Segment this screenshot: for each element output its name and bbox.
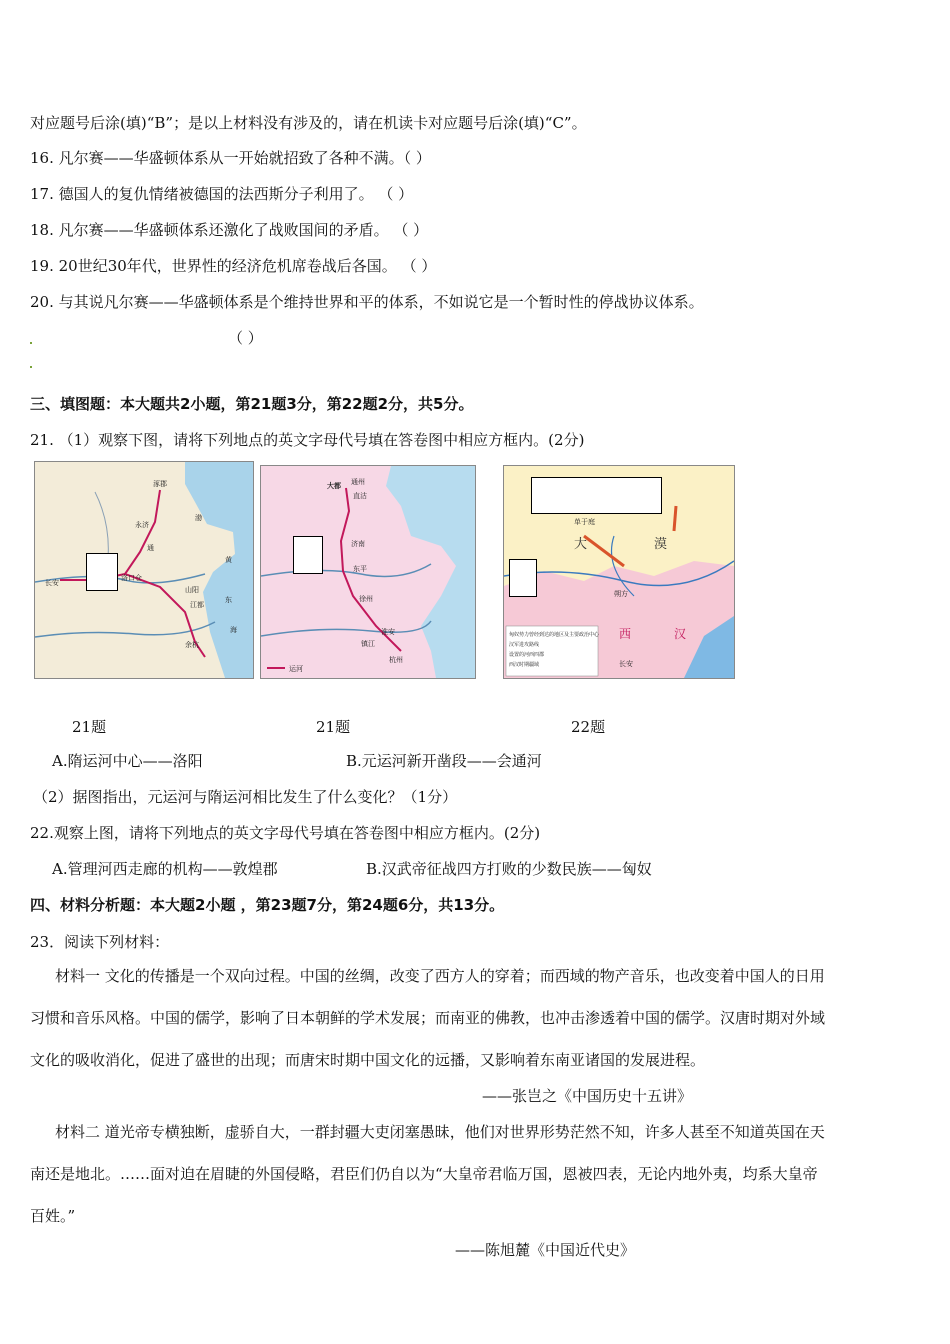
q21-option-b: B.元运河新开凿段——会通河 [346, 752, 542, 770]
question-21: 21. （1）观察下图，请将下列地点的英文字母代号填在答卷图中相应方框内。(2分) [30, 431, 585, 449]
map1-label-tongji: 通 [147, 544, 154, 552]
answer-box-map2[interactable] [293, 536, 323, 574]
map3-label-changan: 长安 [619, 660, 633, 668]
map1-label-jiangdu: 江都 [190, 601, 204, 609]
material-2-line-1: 材料二 道光帝专横独断，虚骄自大，一群封疆大吏闭塞愚昧，他们对世界形势茫然不知，许多人甚至不知道英国在天 [55, 1123, 825, 1141]
map2-label-jinan: 济南 [351, 540, 365, 548]
map3-legend-3: 设置的河西四郡 [509, 652, 545, 658]
q22-option-b: B.汉武帝征战四方打败的少数民族——匈奴 [366, 860, 652, 878]
material-1-source: ——张岂之《中国历史十五讲》 [482, 1087, 693, 1105]
map1-label-luoyang: 洛口仓 [121, 574, 142, 582]
map2-label-dongping: 东平 [353, 565, 367, 573]
map2-label-xuzhou: 徐州 [359, 595, 373, 603]
intro-text: 对应题号后涂(填)“B”；是以上材料没有涉及的，请在机读卡对应题号后涂(填)“C”。 [30, 114, 587, 132]
map3-legend-2: 汉军进攻路线 [509, 642, 540, 648]
map3-label-han: 汉 [674, 627, 687, 641]
map1-label-dong: 东 [225, 596, 232, 604]
map1-label-hai: 海 [230, 626, 237, 634]
answer-box-map1[interactable] [86, 553, 118, 591]
answer-box-map3-top[interactable] [531, 477, 662, 514]
question-18: 18. 凡尔赛——华盛顿体系还激化了战败国间的矛盾。 （ ） [30, 221, 429, 239]
map2-label-hangzhou: 杭州 [389, 656, 403, 664]
question-20: 20. 与其说凡尔赛——华盛顿体系是个维持世界和平的体系，不如说它是一个暂时性的停战协议体系。 [30, 293, 704, 311]
map-sui-canal [34, 461, 254, 679]
answer-box-map3-left[interactable] [509, 559, 537, 597]
question-21-part-2: （2）据图指出，元运河与隋运河相比发生了什么变化？（1分） [33, 788, 458, 806]
material-2-line-2: 南还是地北。……面对迫在眉睫的外国侵略，君臣们仍自以为“大皇帝君临万国，恩被四表，无论内地外夷，均系大皇帝 [30, 1165, 818, 1183]
question-22: 22.观察上图，请将下列地点的英文字母代号填在答卷图中相应方框内。(2分) [30, 824, 541, 842]
material-1-line-2: 习惯和音乐风格。中国的儒学，影响了日本朝鲜的学术发展；而南亚的佛教，也冲击渗透着中国的儒学。汉唐时期对外域 [30, 1009, 826, 1027]
map2-label-dadu: 大都 [327, 482, 341, 490]
map3-label-shuofang: 朔方 [614, 590, 628, 598]
map1-label-yongji: 永济 [135, 521, 149, 529]
map1-label-changan: 长安 [45, 579, 59, 587]
question-20-paren: （ ） [228, 329, 263, 347]
question-19: 19. 20世纪30年代，世界性的经济危机席卷战后各国。 （ ） [30, 257, 437, 275]
material-1-line-1: 材料一 文化的传播是一个双向过程。中国的丝绸，改变了西方人的穿着；而西域的物产音乐，也改变着中国人的日用 [55, 967, 825, 985]
material-2-source: ——陈旭麓《中国近代史》 [455, 1241, 636, 1259]
material-1-line-3: 文化的吸收消化，促进了盛世的出现；而唐宋时期中国文化的远播，又影响着东南亚诸国的发展进程。 [30, 1051, 706, 1069]
map3-label-xi: 西 [619, 627, 632, 641]
map3-label-da: 大 [574, 537, 588, 552]
q22-option-a: A.管理河西走廊的机构——敦煌郡 [52, 860, 278, 878]
map2-label-huaian: 淮安 [381, 628, 395, 636]
map2-label-zhenjiang: 镇江 [361, 640, 375, 648]
stray-mark [30, 342, 32, 344]
map1-label-zhuojun: 涿郡 [153, 480, 167, 488]
section-4-heading: 四、材料分析题：本大题2小题 ，第23题7分，第24题6分，共13分。 [30, 896, 505, 914]
stray-mark [30, 366, 32, 368]
caption-map3: 22题 [571, 718, 606, 736]
map3-legend-4: 西汉时期疆域 [509, 662, 540, 668]
caption-map1: 21题 [72, 718, 107, 736]
caption-map2: 21题 [316, 718, 351, 736]
question-17: 17. 德国人的复仇情绪被德国的法西斯分子利用了。 （ ） [30, 185, 414, 203]
map3-label-mo: 漠 [654, 537, 668, 552]
map3-label-shanyuting: 单于庭 [574, 518, 595, 526]
map1-label-yuhang: 余杭 [185, 641, 199, 649]
map1-label-shanyang: 山阳 [185, 586, 199, 594]
map1-label-huanghai: 黄 [225, 556, 232, 564]
material-2-line-3: 百姓。” [30, 1207, 76, 1225]
map1-label-bohai: 渤 [195, 514, 202, 522]
question-16: 16. 凡尔赛——华盛顿体系从一开始就招致了各种不满。（ ） [30, 149, 431, 167]
map2-legend-canal: 运河 [289, 665, 303, 673]
map3-legend-1: 匈奴势力曾经到达的地区及主要政治中心 [509, 632, 600, 638]
q21-option-a: A.隋运河中心——洛阳 [52, 752, 203, 770]
question-23: 23．阅读下列材料： [30, 933, 170, 951]
section-3-heading: 三、填图题：本大题共2小题，第21题3分，第22题2分，共5分。 [30, 395, 474, 413]
map2-label-zhigu: 直沽 [353, 492, 367, 500]
map2-label-tongzhou: 通州 [351, 478, 365, 486]
